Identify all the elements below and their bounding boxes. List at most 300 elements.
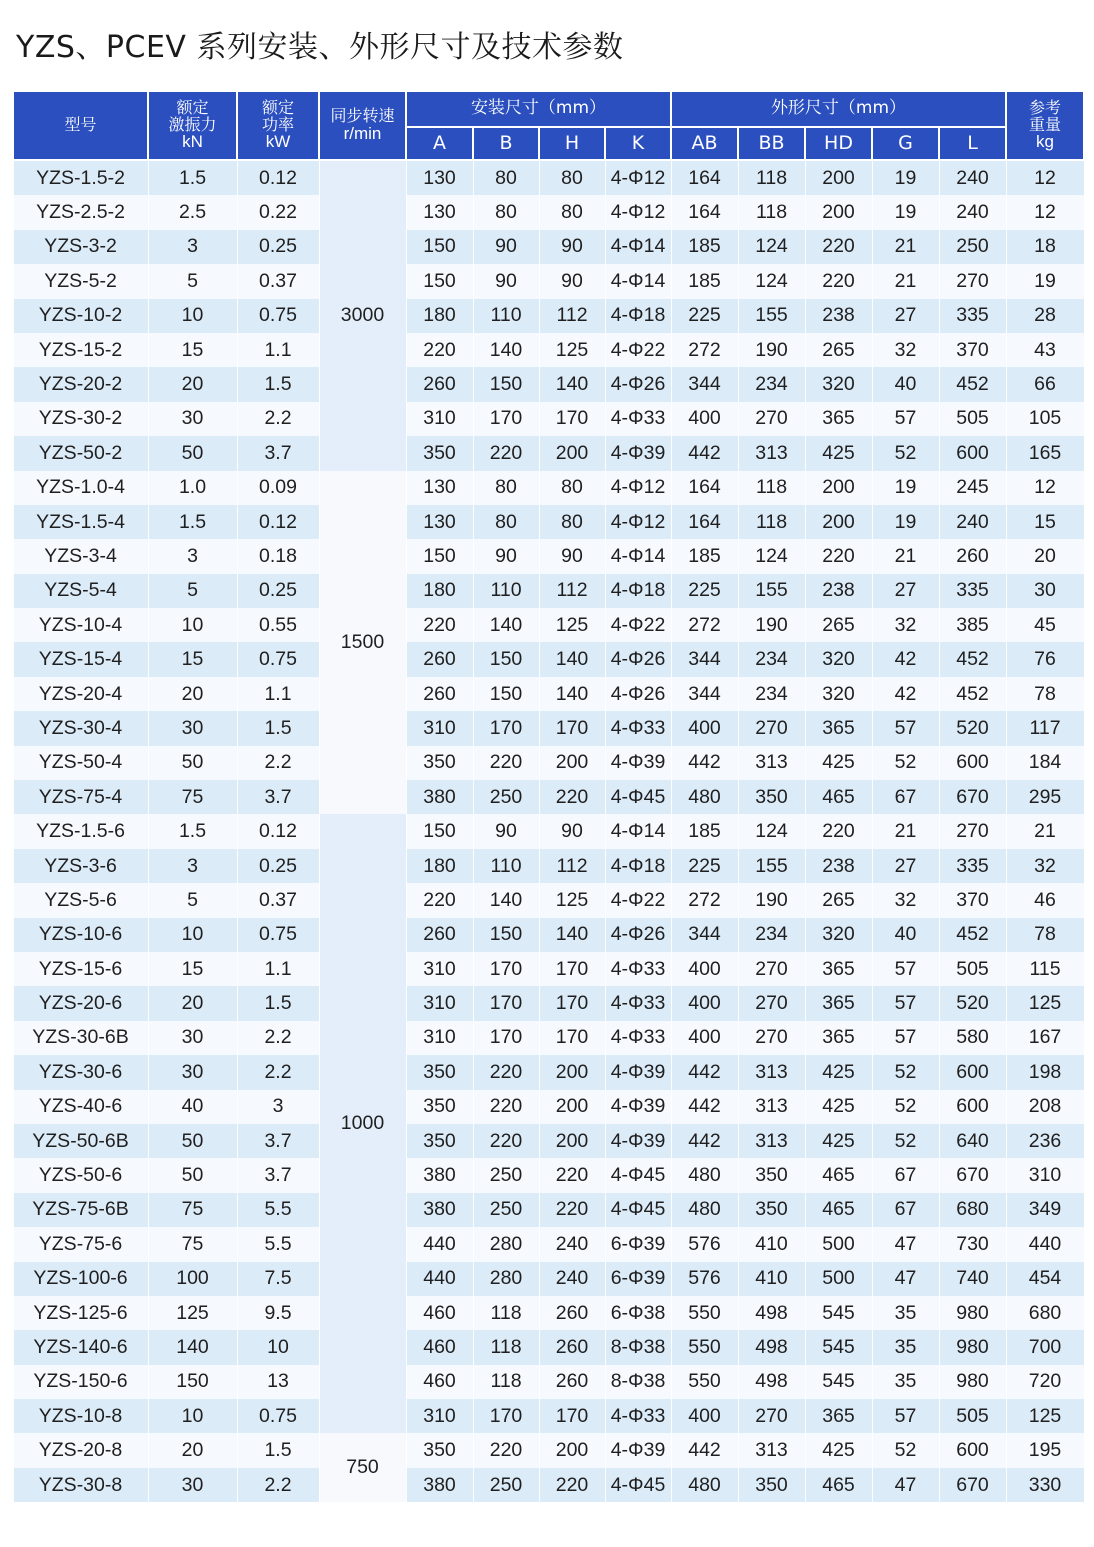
cell-force: 75 [148, 1193, 237, 1227]
cell-bb: 190 [738, 883, 805, 917]
cell-hd: 238 [805, 299, 872, 333]
cell-b: 90 [473, 539, 539, 573]
cell-k: 4-Φ12 [605, 471, 671, 505]
cell-weight: 330 [1006, 1468, 1084, 1502]
cell-model: YZS-30-6B [13, 1021, 148, 1055]
cell-speed: 3000 [319, 160, 406, 471]
cell-weight: 12 [1006, 195, 1084, 229]
cell-ab: 550 [671, 1330, 738, 1364]
table-row [13, 1433, 1084, 1467]
cell-weight: 720 [1006, 1365, 1084, 1399]
cell-force: 50 [148, 1158, 237, 1192]
cell-g: 19 [872, 505, 939, 539]
cell-ab: 225 [671, 849, 738, 883]
cell-hd: 425 [805, 746, 872, 780]
cell-ab: 550 [671, 1365, 738, 1399]
cell-h: 220 [539, 780, 605, 814]
cell-k: 4-Φ14 [605, 539, 671, 573]
table-row [13, 1399, 1084, 1433]
cell-bb: 270 [738, 1399, 805, 1433]
cell-power: 2.2 [237, 746, 319, 780]
cell-l: 452 [939, 918, 1006, 952]
cell-l: 270 [939, 264, 1006, 298]
cell-bb: 118 [738, 471, 805, 505]
cell-l: 385 [939, 608, 1006, 642]
cell-weight: 310 [1006, 1158, 1084, 1192]
cell-speed: 1000 [319, 814, 406, 1433]
cell-g: 21 [872, 230, 939, 264]
cell-k: 4-Φ33 [605, 986, 671, 1020]
cell-weight: 440 [1006, 1227, 1084, 1261]
cell-model: YZS-10-8 [13, 1399, 148, 1433]
cell-k: 4-Φ45 [605, 780, 671, 814]
cell-weight: 165 [1006, 436, 1084, 470]
cell-l: 335 [939, 574, 1006, 608]
cell-a: 150 [406, 230, 473, 264]
cell-weight: 66 [1006, 367, 1084, 401]
cell-power: 3.7 [237, 780, 319, 814]
cell-power: 0.75 [237, 1399, 319, 1433]
cell-bb: 124 [738, 539, 805, 573]
cell-h: 220 [539, 1193, 605, 1227]
cell-ab: 272 [671, 333, 738, 367]
cell-a: 150 [406, 264, 473, 298]
cell-weight: 20 [1006, 539, 1084, 573]
cell-bb: 118 [738, 160, 805, 195]
cell-weight: 105 [1006, 402, 1084, 436]
cell-b: 118 [473, 1330, 539, 1364]
cell-power: 3 [237, 1090, 319, 1124]
cell-hd: 365 [805, 1399, 872, 1433]
cell-power: 5.5 [237, 1193, 319, 1227]
cell-hd: 545 [805, 1296, 872, 1330]
cell-force: 20 [148, 1433, 237, 1467]
cell-a: 350 [406, 1055, 473, 1089]
cell-power: 0.25 [237, 230, 319, 264]
cell-b: 220 [473, 1124, 539, 1158]
cell-g: 40 [872, 367, 939, 401]
cell-hd: 238 [805, 574, 872, 608]
cell-hd: 425 [805, 1055, 872, 1089]
spec-table [12, 90, 1085, 1502]
cell-weight: 184 [1006, 746, 1084, 780]
cell-b: 80 [473, 471, 539, 505]
cell-hd: 200 [805, 505, 872, 539]
cell-force: 30 [148, 1468, 237, 1502]
cell-a: 380 [406, 1468, 473, 1502]
cell-ab: 164 [671, 505, 738, 539]
cell-force: 150 [148, 1365, 237, 1399]
cell-h: 112 [539, 299, 605, 333]
cell-b: 220 [473, 1433, 539, 1467]
cell-power: 0.12 [237, 814, 319, 848]
cell-g: 27 [872, 299, 939, 333]
cell-k: 4-Φ26 [605, 642, 671, 676]
cell-b: 110 [473, 849, 539, 883]
cell-k: 4-Φ45 [605, 1158, 671, 1192]
cell-power: 0.12 [237, 160, 319, 195]
cell-power: 0.37 [237, 264, 319, 298]
cell-hd: 220 [805, 539, 872, 573]
cell-hd: 425 [805, 1433, 872, 1467]
cell-force: 30 [148, 402, 237, 436]
cell-power: 7.5 [237, 1262, 319, 1296]
cell-g: 21 [872, 814, 939, 848]
cell-k: 6-Φ39 [605, 1227, 671, 1261]
cell-h: 90 [539, 539, 605, 573]
cell-b: 118 [473, 1365, 539, 1399]
cell-a: 150 [406, 539, 473, 573]
cell-a: 310 [406, 1399, 473, 1433]
cell-model: YZS-5-4 [13, 574, 148, 608]
cell-k: 4-Φ45 [605, 1193, 671, 1227]
cell-power: 2.2 [237, 1055, 319, 1089]
cell-b: 90 [473, 230, 539, 264]
cell-hd: 500 [805, 1227, 872, 1261]
cell-force: 5 [148, 883, 237, 917]
cell-bb: 270 [738, 402, 805, 436]
cell-hd: 200 [805, 160, 872, 195]
table-row [13, 1227, 1084, 1261]
cell-model: YZS-150-6 [13, 1365, 148, 1399]
header-power: 额定 功率 kW [237, 91, 319, 160]
table-row [13, 849, 1084, 883]
cell-g: 21 [872, 539, 939, 573]
cell-a: 440 [406, 1227, 473, 1261]
cell-power: 1.5 [237, 711, 319, 745]
cell-weight: 32 [1006, 849, 1084, 883]
cell-a: 460 [406, 1330, 473, 1364]
cell-a: 350 [406, 436, 473, 470]
cell-force: 50 [148, 436, 237, 470]
cell-l: 335 [939, 299, 1006, 333]
cell-force: 40 [148, 1090, 237, 1124]
header-col-hd: HD [805, 127, 872, 160]
cell-bb: 498 [738, 1330, 805, 1364]
cell-a: 130 [406, 471, 473, 505]
cell-g: 67 [872, 1158, 939, 1192]
cell-hd: 545 [805, 1330, 872, 1364]
cell-model: YZS-30-4 [13, 711, 148, 745]
cell-hd: 365 [805, 402, 872, 436]
cell-bb: 313 [738, 1055, 805, 1089]
cell-l: 670 [939, 780, 1006, 814]
cell-ab: 442 [671, 436, 738, 470]
cell-g: 32 [872, 333, 939, 367]
cell-l: 245 [939, 471, 1006, 505]
cell-hd: 365 [805, 1021, 872, 1055]
cell-bb: 313 [738, 746, 805, 780]
cell-bb: 270 [738, 711, 805, 745]
cell-model: YZS-3-6 [13, 849, 148, 883]
cell-ab: 344 [671, 677, 738, 711]
cell-bb: 498 [738, 1365, 805, 1399]
table-row [13, 814, 1084, 848]
cell-k: 4-Φ33 [605, 402, 671, 436]
cell-a: 180 [406, 574, 473, 608]
cell-k: 4-Φ39 [605, 1433, 671, 1467]
table-row [13, 333, 1084, 367]
cell-hd: 220 [805, 814, 872, 848]
cell-b: 140 [473, 333, 539, 367]
cell-force: 50 [148, 1124, 237, 1158]
cell-ab: 576 [671, 1262, 738, 1296]
cell-a: 220 [406, 333, 473, 367]
cell-h: 125 [539, 883, 605, 917]
page-title: YZS、PCEV 系列安装、外形尺寸及技术参数 [16, 30, 624, 65]
cell-k: 8-Φ38 [605, 1365, 671, 1399]
cell-h: 140 [539, 677, 605, 711]
cell-weight: 30 [1006, 574, 1084, 608]
cell-l: 580 [939, 1021, 1006, 1055]
cell-b: 220 [473, 1090, 539, 1124]
cell-k: 4-Φ39 [605, 1055, 671, 1089]
cell-a: 310 [406, 402, 473, 436]
cell-weight: 28 [1006, 299, 1084, 333]
cell-h: 240 [539, 1227, 605, 1261]
cell-force: 75 [148, 780, 237, 814]
header-col-g: G [872, 127, 939, 160]
header-outline-group: 外形尺寸（mm） [671, 91, 1006, 127]
cell-bb: 270 [738, 952, 805, 986]
cell-b: 220 [473, 1055, 539, 1089]
cell-k: 4-Φ39 [605, 1090, 671, 1124]
cell-ab: 225 [671, 299, 738, 333]
cell-hd: 320 [805, 642, 872, 676]
cell-bb: 190 [738, 333, 805, 367]
cell-k: 4-Φ14 [605, 264, 671, 298]
cell-a: 440 [406, 1262, 473, 1296]
cell-bb: 155 [738, 849, 805, 883]
cell-h: 90 [539, 230, 605, 264]
header-col-ab: AB [671, 127, 738, 160]
cell-hd: 465 [805, 1468, 872, 1502]
cell-g: 52 [872, 746, 939, 780]
cell-g: 67 [872, 780, 939, 814]
table-row [13, 1193, 1084, 1227]
cell-bb: 155 [738, 574, 805, 608]
cell-l: 980 [939, 1365, 1006, 1399]
table-row [13, 264, 1084, 298]
cell-bb: 350 [738, 780, 805, 814]
cell-model: YZS-1.5-2 [13, 160, 148, 195]
cell-weight: 21 [1006, 814, 1084, 848]
cell-weight: 198 [1006, 1055, 1084, 1089]
cell-hd: 465 [805, 1193, 872, 1227]
table-row [13, 746, 1084, 780]
cell-a: 260 [406, 677, 473, 711]
cell-h: 200 [539, 1055, 605, 1089]
cell-model: YZS-50-4 [13, 746, 148, 780]
header-col-b: B [473, 127, 539, 160]
cell-h: 125 [539, 608, 605, 642]
cell-model: YZS-3-2 [13, 230, 148, 264]
cell-hd: 545 [805, 1365, 872, 1399]
table-row [13, 1330, 1084, 1364]
cell-ab: 400 [671, 1021, 738, 1055]
cell-g: 57 [872, 711, 939, 745]
table-row [13, 952, 1084, 986]
cell-g: 27 [872, 574, 939, 608]
cell-b: 140 [473, 608, 539, 642]
cell-a: 260 [406, 367, 473, 401]
cell-force: 50 [148, 746, 237, 780]
cell-g: 27 [872, 849, 939, 883]
cell-power: 0.75 [237, 918, 319, 952]
cell-model: YZS-50-2 [13, 436, 148, 470]
cell-force: 1.0 [148, 471, 237, 505]
cell-b: 80 [473, 160, 539, 195]
cell-weight: 46 [1006, 883, 1084, 917]
cell-weight: 680 [1006, 1296, 1084, 1330]
table-body [13, 160, 1084, 1502]
cell-weight: 115 [1006, 952, 1084, 986]
cell-k: 4-Φ18 [605, 299, 671, 333]
cell-g: 42 [872, 677, 939, 711]
header-col-k: K [605, 127, 671, 160]
cell-k: 4-Φ22 [605, 608, 671, 642]
cell-weight: 208 [1006, 1090, 1084, 1124]
cell-l: 452 [939, 642, 1006, 676]
cell-k: 6-Φ38 [605, 1296, 671, 1330]
cell-weight: 12 [1006, 160, 1084, 195]
cell-power: 2.2 [237, 402, 319, 436]
cell-g: 19 [872, 195, 939, 229]
header-col-h: H [539, 127, 605, 160]
cell-g: 21 [872, 264, 939, 298]
cell-hd: 220 [805, 264, 872, 298]
cell-hd: 365 [805, 986, 872, 1020]
cell-g: 19 [872, 160, 939, 195]
cell-a: 220 [406, 883, 473, 917]
table-row [13, 1090, 1084, 1124]
cell-hd: 465 [805, 1158, 872, 1192]
cell-model: YZS-20-8 [13, 1433, 148, 1467]
cell-ab: 185 [671, 230, 738, 264]
cell-l: 335 [939, 849, 1006, 883]
cell-h: 220 [539, 1468, 605, 1502]
cell-k: 4-Φ12 [605, 160, 671, 195]
cell-b: 280 [473, 1227, 539, 1261]
cell-bb: 270 [738, 1021, 805, 1055]
cell-a: 460 [406, 1296, 473, 1330]
cell-b: 80 [473, 505, 539, 539]
cell-ab: 225 [671, 574, 738, 608]
cell-ab: 442 [671, 746, 738, 780]
cell-h: 200 [539, 1124, 605, 1158]
cell-bb: 498 [738, 1296, 805, 1330]
cell-model: YZS-10-6 [13, 918, 148, 952]
cell-bb: 350 [738, 1193, 805, 1227]
cell-force: 10 [148, 299, 237, 333]
cell-a: 380 [406, 1193, 473, 1227]
cell-hd: 500 [805, 1262, 872, 1296]
cell-h: 112 [539, 849, 605, 883]
cell-model: YZS-140-6 [13, 1330, 148, 1364]
cell-ab: 185 [671, 264, 738, 298]
cell-force: 3 [148, 849, 237, 883]
cell-bb: 350 [738, 1468, 805, 1502]
cell-force: 1.5 [148, 814, 237, 848]
cell-power: 0.12 [237, 505, 319, 539]
cell-force: 10 [148, 918, 237, 952]
cell-b: 170 [473, 711, 539, 745]
table-row [13, 574, 1084, 608]
cell-hd: 425 [805, 436, 872, 470]
cell-weight: 125 [1006, 1399, 1084, 1433]
cell-b: 250 [473, 1158, 539, 1192]
cell-l: 980 [939, 1330, 1006, 1364]
cell-a: 310 [406, 711, 473, 745]
cell-h: 80 [539, 471, 605, 505]
cell-power: 0.55 [237, 608, 319, 642]
cell-model: YZS-1.0-4 [13, 471, 148, 505]
table-row [13, 299, 1084, 333]
cell-b: 170 [473, 1399, 539, 1433]
cell-h: 260 [539, 1365, 605, 1399]
cell-b: 250 [473, 780, 539, 814]
cell-model: YZS-15-2 [13, 333, 148, 367]
cell-weight: 349 [1006, 1193, 1084, 1227]
cell-force: 15 [148, 952, 237, 986]
header-col-bb: BB [738, 127, 805, 160]
cell-force: 10 [148, 608, 237, 642]
cell-b: 150 [473, 918, 539, 952]
cell-h: 170 [539, 986, 605, 1020]
cell-hd: 425 [805, 1124, 872, 1158]
cell-l: 240 [939, 505, 1006, 539]
cell-model: YZS-2.5-2 [13, 195, 148, 229]
cell-b: 90 [473, 264, 539, 298]
cell-g: 57 [872, 1021, 939, 1055]
cell-g: 35 [872, 1365, 939, 1399]
cell-bb: 313 [738, 1090, 805, 1124]
cell-b: 250 [473, 1468, 539, 1502]
cell-model: YZS-5-6 [13, 883, 148, 917]
cell-l: 520 [939, 986, 1006, 1020]
cell-force: 15 [148, 333, 237, 367]
cell-g: 52 [872, 436, 939, 470]
cell-power: 1.1 [237, 677, 319, 711]
cell-ab: 442 [671, 1433, 738, 1467]
cell-h: 140 [539, 367, 605, 401]
cell-b: 220 [473, 746, 539, 780]
cell-power: 1.5 [237, 1433, 319, 1467]
cell-power: 9.5 [237, 1296, 319, 1330]
cell-model: YZS-1.5-4 [13, 505, 148, 539]
cell-a: 260 [406, 918, 473, 952]
cell-weight: 43 [1006, 333, 1084, 367]
cell-hd: 220 [805, 230, 872, 264]
cell-l: 600 [939, 436, 1006, 470]
cell-a: 310 [406, 952, 473, 986]
cell-weight: 117 [1006, 711, 1084, 745]
cell-bb: 124 [738, 230, 805, 264]
cell-model: YZS-20-4 [13, 677, 148, 711]
cell-bb: 118 [738, 195, 805, 229]
cell-g: 52 [872, 1055, 939, 1089]
cell-g: 32 [872, 883, 939, 917]
cell-l: 370 [939, 883, 1006, 917]
cell-ab: 164 [671, 195, 738, 229]
cell-bb: 124 [738, 814, 805, 848]
cell-hd: 265 [805, 333, 872, 367]
cell-l: 250 [939, 230, 1006, 264]
cell-k: 4-Φ22 [605, 333, 671, 367]
cell-k: 4-Φ33 [605, 1021, 671, 1055]
cell-power: 1.1 [237, 333, 319, 367]
cell-ab: 576 [671, 1227, 738, 1261]
